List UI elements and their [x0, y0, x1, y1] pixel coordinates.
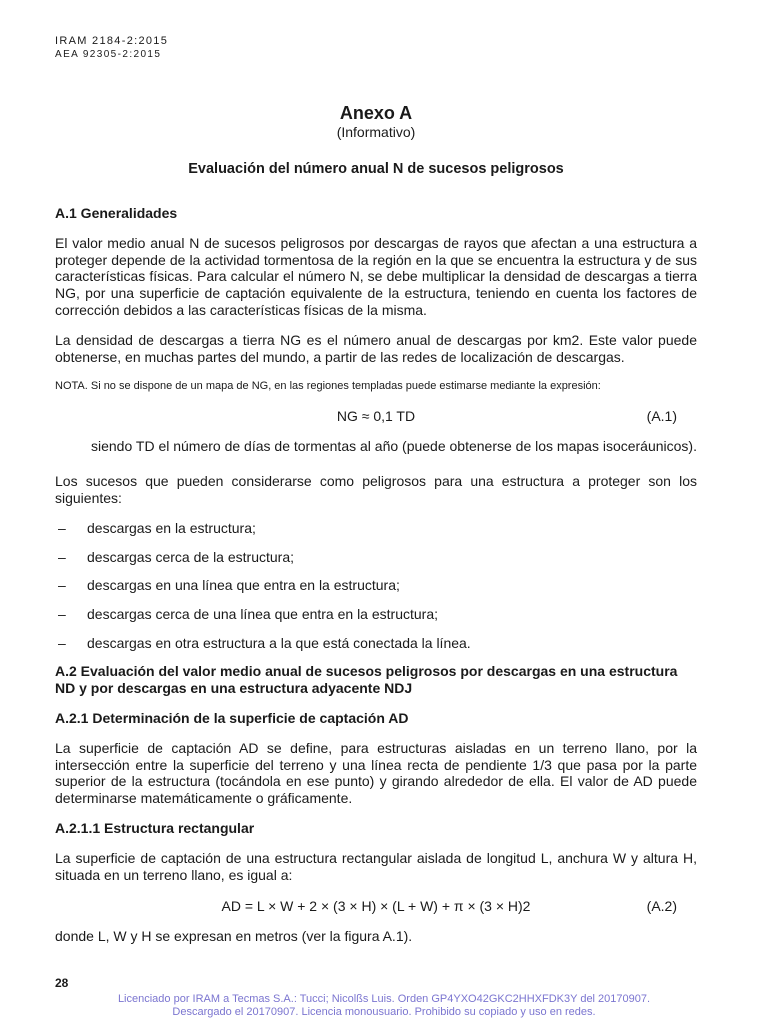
page-number: 28: [55, 976, 69, 990]
formula-a1-number: (A.1): [646, 408, 677, 425]
formula-a2-number: (A.2): [646, 897, 677, 914]
list-item: – descargas en una línea que entra en la estructura;: [55, 577, 697, 594]
formula-a1-expression: NG ≈ 0,1 TD: [336, 408, 416, 425]
formula-a2: [55, 898, 697, 918]
section-a211-heading: A.2.1.1 Estructura rectangular: [55, 820, 255, 837]
document-header: [55, 34, 168, 62]
formula-a1-where: siendo TD el número de días de tormentas al año (puede obtenerse de los mapas isoceráunicos).: [91, 438, 697, 455]
annex-subtitle: (Informativo): [336, 124, 416, 140]
section-a211-paragraph: La superficie de captación de una estructura rectangular aislada de longitud L, anchura W y altura H, situada en un terreno llano, es igual a:: [55, 850, 697, 884]
annex-heading: Evaluación del número anual N de sucesos peligrosos: [188, 160, 564, 177]
list-item: – descargas cerca de la estructura;: [55, 549, 697, 566]
section-a1-paragraph-1: El valor medio anual N de sucesos peligrosos por descargas de rayos que afectan a una estructura a proteger depende de la actividad tormentosa de la región en la que se encuentra la estructura y de sus características físicas. Para calcular el número N, se debe multiplicar la densidad de descargas a tierra NG, por una superficie de captación equivalente de la estructura, teniendo en cuenta los factores de corrección debidos a las características físicas de la misma.: [55, 235, 697, 318]
license-line-2: Descargado el 20170907. Licencia monousuario. Prohibido su copiado y uso en redes.: [172, 1006, 596, 1018]
formula-a1: [55, 408, 697, 428]
standard-code-iram: IRAM 2184-2:2015: [55, 35, 169, 47]
list-item: – descargas en otra estructura a la que está conectada la línea.: [55, 635, 697, 652]
section-a21-paragraph: La superficie de captación AD se define, para estructuras aisladas en un terreno llano, por la intersección entre la superficie del terreno y una línea recta de pendiente 1/3 que pasa por la parte superior de la estructura (tocándola en ese punto) y girando alrededor de ella. El valor de AD puede determinarse matemáticamente o gráficamente.: [55, 740, 697, 806]
note: NOTA. Si no se dispone de un mapa de NG, en las regiones templadas puede estimarse mediante la expresión:: [55, 380, 601, 393]
dangerous-events-list: [55, 520, 697, 651]
license-footer: [0, 993, 768, 1019]
section-a1-heading: A.1 Generalidades: [55, 205, 178, 222]
license-line-1: Licenciado por IRAM a Tecmas S.A.: Tucci; Nicolßs Luis. Orden GP4YXO42GKC2HHXFDK3Y del 20170907.: [117, 993, 651, 1005]
list-item: – descargas cerca de una línea que entra en la estructura;: [55, 606, 697, 623]
section-a1-paragraph-2: La densidad de descargas a tierra NG es el número anual de descargas por km2. Este valor puede obtenerse, en muchas partes del mundo, a partir de las redes de localización de descargas.: [55, 332, 697, 365]
section-a1-paragraph-3: Los sucesos que pueden considerarse como peligrosos para una estructura a proteger son los siguientes:: [55, 472, 697, 506]
section-a2-heading: A.2 Evaluación del valor medio anual de sucesos peligrosos por descargas en una estructura ND y por descargas en una estructura adyacente NDJ: [55, 663, 678, 697]
page-content: [55, 102, 697, 958]
standard-code-aea: AEA 92305-2:2015: [55, 49, 162, 60]
formula-a2-expression: AD = L × W + 2 × (3 × H) × (L + W) + π × (3 × H)2: [221, 897, 531, 914]
list-item: – descargas en la estructura;: [55, 520, 697, 537]
formula-a2-where: donde L, W y H se expresan en metros (ver la figura A.1).: [55, 927, 413, 944]
annex-title: Anexo A: [339, 103, 413, 123]
section-a21-heading: A.2.1 Determinación de la superficie de captación AD: [55, 710, 409, 727]
